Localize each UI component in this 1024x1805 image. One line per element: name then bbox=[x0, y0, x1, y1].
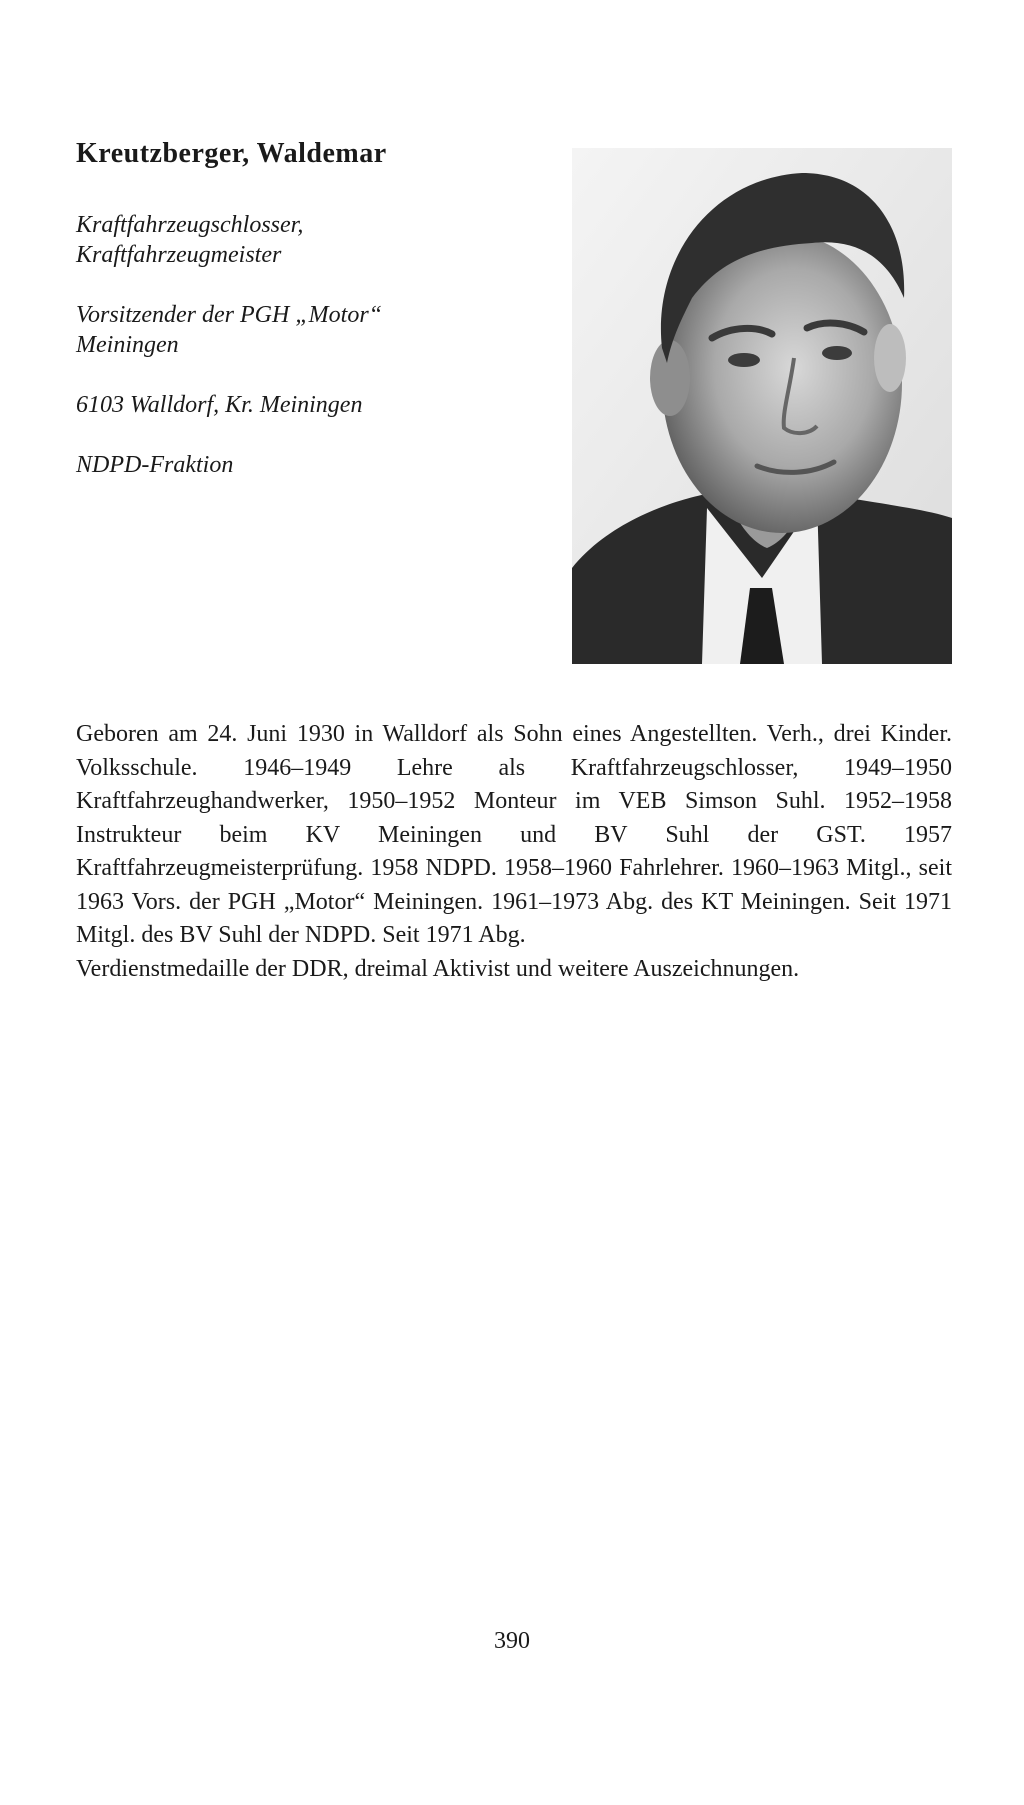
biography-text: Geboren am 24. Juni 1930 in Walldorf als Sohn eines Angestellten. Verh., drei Kinder. Volksschule. 1946–1949 Lehre als Kraftfahrzeugschlosser, 1949–1950 Kraftfahrzeughandwerker, 1950–1952 Monteur im VEB Simson Suhl. 1952–1958 Instrukteur beim KV Meiningen und BV Suhl der GST. 1957 Kraftfahrzeugmeisterprüfung. 1958 NDPD. 1958–1960 Fahrlehrer. 1960–1963 Mitgl., seit 1963 Vors. der PGH „Motor“ Meiningen. 1961–1973 Abg. des KT Meiningen. Seit 1971 Mitgl. des BV Suhl der NDPD. Seit 1971 Abg. bbox=[76, 721, 952, 948]
biography-section bbox=[76, 718, 952, 986]
page-number: 390 bbox=[494, 1628, 530, 1654]
awards-text: Verdienstmedaille der DDR, dreimal Aktivist und weitere Auszeichnungen. bbox=[76, 955, 800, 982]
address bbox=[76, 390, 556, 420]
position-line: Meiningen bbox=[76, 332, 179, 358]
profession-line: Kraftfahrzeugmeister bbox=[76, 242, 282, 268]
faction-line: NDPD-Fraktion bbox=[76, 452, 234, 478]
profession-line: Kraftfahrzeugschlosser, bbox=[76, 212, 304, 238]
profession bbox=[76, 210, 556, 270]
person-name: Kreutzberger, Waldemar bbox=[76, 138, 387, 169]
position-line: Vorsitzender der PGH „Motor“ bbox=[76, 302, 383, 328]
address-line: 6103 Walldorf, Kr. Meiningen bbox=[76, 392, 363, 418]
position bbox=[76, 300, 556, 360]
portrait-photo bbox=[572, 148, 952, 664]
faction bbox=[76, 450, 556, 480]
entry-header bbox=[76, 138, 556, 510]
